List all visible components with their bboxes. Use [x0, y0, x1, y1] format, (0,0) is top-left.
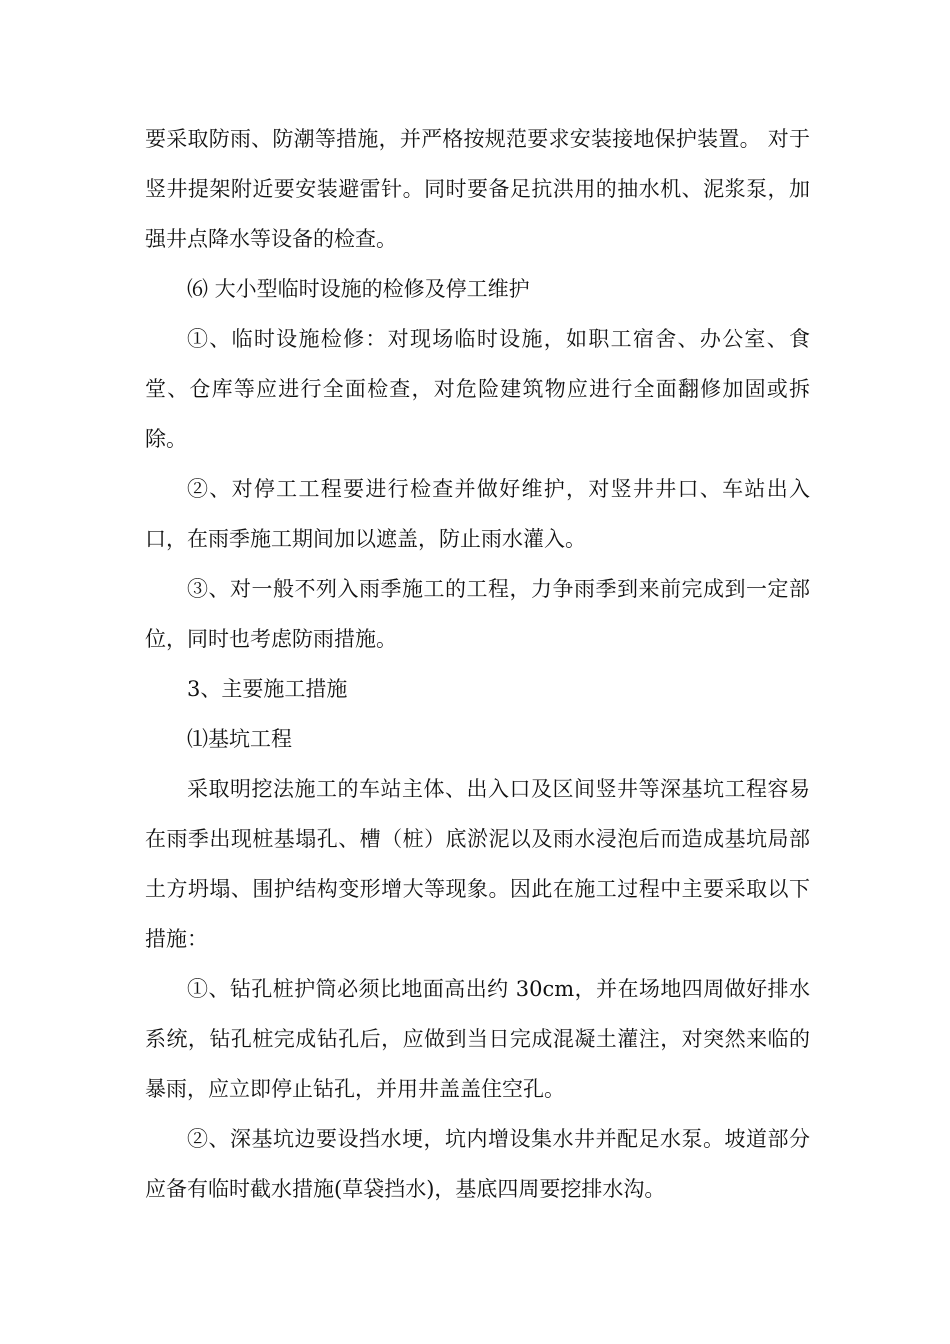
paragraph-facility-inspection: ①、临时设施检修：对现场临时设施，如职工宿舍、办公室、食堂、仓库等应进行全面检查，对危险建筑物应进行全面翻修加固或拆除。	[145, 327, 810, 451]
paragraph-continuation: 要采取防雨、防潮等措施，并严格按规范要求安装接地保护装置。 对于竖井提架附近要安装避雷针。同时要备足抗洪用的抽水机、泥浆泵，加强井点降水等设备的检查。	[145, 127, 810, 251]
paragraph-deep-pit-measures: ②、深基坑边要设挡水埂，坑内增设集水井并配足水泵。坡道部分应备有临时截水措施(草袋挡水)，基底四周要挖排水沟。	[145, 1127, 810, 1201]
section-heading-temporary-facilities: ⑹ 大小型临时设施的检修及停工维护	[187, 277, 530, 301]
subsection-heading-foundation-pit: ⑴基坑工程	[187, 727, 292, 751]
paragraph-suspended-works: ②、对停工工程要进行检查并做好维护，对竖井井口、车站出入口，在雨季施工期间加以遮盖，防止雨水灌入。	[145, 477, 810, 551]
paragraph-bored-pile-measures: ①、钻孔桩护筒必须比地面高出约 30cm，并在场地四周做好排水系统，钻孔桩完成钻孔后，应做到当日完成混凝土灌注，对突然来临的暴雨，应立即停止钻孔，并用井盖盖住空孔。	[145, 977, 810, 1101]
section-heading-main-measures: 3、主要施工措施	[187, 677, 348, 701]
paragraph-foundation-pit-overview: 采取明挖法施工的车站主体、出入口及区间竖井等深基坑工程容易在雨季出现桩基塌孔、槽（桩）底淤泥以及雨水浸泡后而造成基坑局部土方坍塌、围护结构变形增大等现象。因此在施工过程中主要采取以下措施：	[145, 777, 810, 951]
paragraph-non-rainy-season-works: ③、对一般不列入雨季施工的工程，力争雨季到来前完成到一定部位，同时也考虑防雨措施。	[145, 577, 810, 651]
document-body	[145, 114, 810, 1214]
